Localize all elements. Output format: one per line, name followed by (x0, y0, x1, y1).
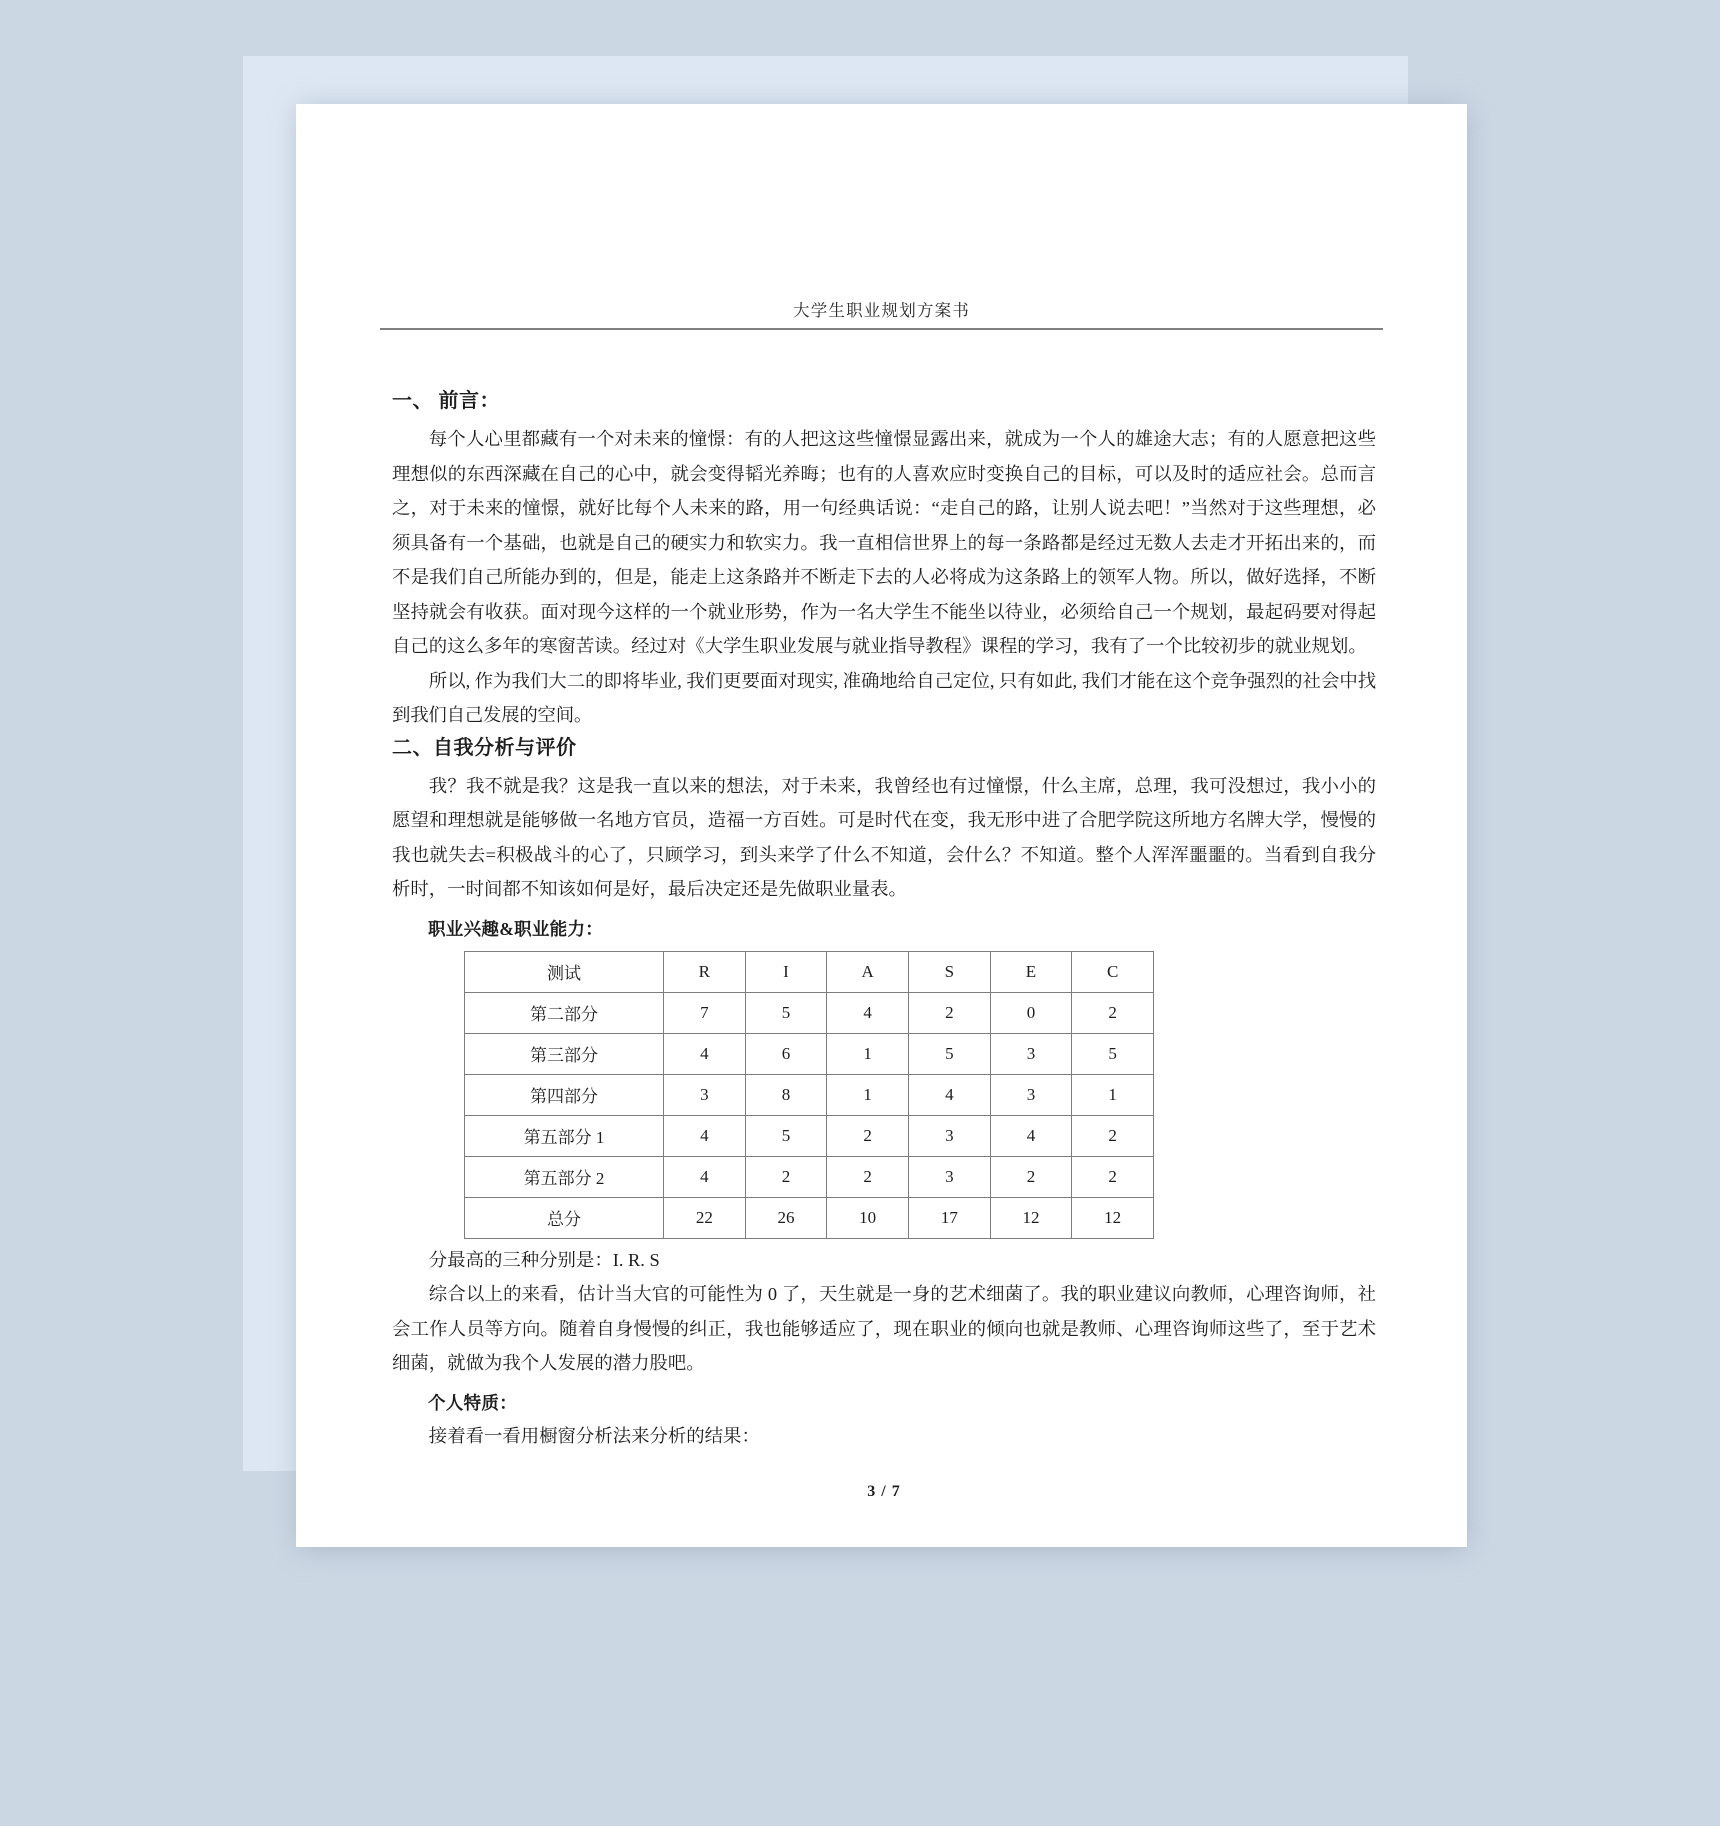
table-cell: 5 (745, 992, 827, 1033)
header-divider (380, 328, 1383, 330)
subheading-personal-traits: 个人特质： (428, 1392, 517, 1413)
table-header-cell: S (908, 951, 990, 992)
table-cell: 4 (664, 1156, 746, 1197)
section-heading-self-analysis: 二、自我分析与评价 (392, 736, 577, 759)
table-row-total (465, 1197, 1154, 1238)
document-body (392, 386, 1376, 1501)
table-header-cell: C (1072, 951, 1154, 992)
table-cell: 4 (664, 1033, 746, 1074)
table-row-label: 第五部分 1 (465, 1115, 664, 1156)
table-cell: 17 (908, 1197, 990, 1238)
table-header-cell: A (827, 951, 909, 992)
table-row-label: 总分 (465, 1197, 664, 1238)
table-cell: 12 (1072, 1197, 1154, 1238)
table-cell: 2 (908, 992, 990, 1033)
table-row (465, 992, 1154, 1033)
table-cell: 1 (827, 1033, 909, 1074)
table-row (465, 1033, 1154, 1074)
table-cell: 3 (990, 1074, 1072, 1115)
table-row-label: 第二部分 (465, 992, 664, 1033)
self-analysis-paragraph-1: 我？我不就是我？这是我一直以来的想法，对于未来，我曾经也有过憧憬，什么主席，总理，我可没想过，我小小的愿望和理想就是能够做一名地方官员，造福一方百姓。可是时代在变，我无形中进了合肥学院这所地方名牌大学，慢慢的我也就失去=积极战斗的心了，只顾学习，到头来学了什么不知道，会什么？不知道。整个人浑浑噩噩的。当看到自我分析时，一时间都不知该如何是好，最后决定还是先做职业量表。 (392, 775, 1376, 899)
table-cell: 1 (827, 1074, 909, 1115)
preface-paragraph-2: 所以, 作为我们大二的即将毕业, 我们更要面对现实, 准确地给自己定位, 只有如此, 我们才能在这个竞争强烈的社会中找到我们自己发展的空间。 (392, 670, 1376, 725)
table-row (465, 1074, 1154, 1115)
table-row-label: 第三部分 (465, 1033, 664, 1074)
career-score-table (464, 951, 1154, 1239)
page-content-frame (332, 134, 1431, 1523)
table-cell: 2 (1072, 1156, 1154, 1197)
table-cell: 2 (1072, 992, 1154, 1033)
table-cell: 5 (1072, 1033, 1154, 1074)
table-cell: 4 (664, 1115, 746, 1156)
table-cell: 2 (990, 1156, 1072, 1197)
table-cell: 6 (745, 1033, 827, 1074)
subheading-career-interest: 职业兴趣&职业能力： (428, 918, 604, 939)
table-cell: 2 (745, 1156, 827, 1197)
table-cell: 1 (1072, 1074, 1154, 1115)
table-cell: 0 (990, 992, 1072, 1033)
table-cell: 22 (664, 1197, 746, 1238)
table-cell: 12 (990, 1197, 1072, 1238)
document-header-title: 大学生职业规划方案书 (793, 301, 970, 320)
table-cell: 4 (827, 992, 909, 1033)
table-cell: 26 (745, 1197, 827, 1238)
table-cell: 5 (908, 1033, 990, 1074)
table-row-label: 第四部分 (465, 1074, 664, 1115)
window-method-text: 接着看一看用橱窗分析法来分析的结果： (428, 1425, 760, 1446)
table-cell: 2 (1072, 1115, 1154, 1156)
table-cell: 2 (827, 1156, 909, 1197)
section-heading-preface: 一、 前言： (392, 390, 500, 412)
table-cell: 4 (908, 1074, 990, 1115)
table-row (465, 1115, 1154, 1156)
preface-paragraph-1: 每个人心里都藏有一个对未来的憧憬：有的人把这这些憧憬显露出来，就成为一个人的雄途大志；有的人愿意把这些理想似的东西深藏在自己的心中，就会变得韬光养晦；也有的人喜欢应时变换自己的目标，可以及时的适应社会。总而言之，对于未来的憧憬，就好比每个人未来的路，用一句经典话说：“走自己的路，让别人说去吧！”当然对于这些理想，必须具备有一个基础，也就是自己的硬实力和软实力。我一直相信世界上的每一条路都是经过无数人去走才开拓出来的，而不是我们自己所能办到的，但是，能走上这条路并不断走下去的人必将成为这条路上的领军人物。所以，做好选择，不断坚持就会有收获。面对现今这样的一个就业形势，作为一名大学生不能坐以待业，必须给自己一个规划，最起码要对得起自己的这么多年的寒窗苦读。经过对《大学生职业发展与就业指导教程》课程的学习，我有了一个比较初步的就业规划。 (392, 429, 1376, 656)
table-cell: 3 (664, 1074, 746, 1115)
page-number: 3 / 7 (867, 1483, 901, 1500)
table-header-row (465, 951, 1154, 992)
table-cell: 2 (827, 1115, 909, 1156)
table-header-cell: 测试 (465, 951, 664, 992)
table-cell: 4 (990, 1115, 1072, 1156)
table-row (465, 1156, 1154, 1197)
table-cell: 5 (745, 1115, 827, 1156)
table-cell: 3 (908, 1115, 990, 1156)
table-header-cell: I (745, 951, 827, 992)
table-header-cell: R (664, 951, 746, 992)
table-cell: 3 (908, 1156, 990, 1197)
document-page (296, 104, 1467, 1547)
table-cell: 10 (827, 1197, 909, 1238)
table-header-cell: E (990, 951, 1072, 992)
analysis-paragraph: 综合以上的来看，估计当大官的可能性为 0 了，天生就是一身的艺术细菌了。我的职业建议向教师，心理咨询师，社会工作人员等方向。随着自身慢慢的纠正，我也能够适应了，现在职业的倾向也就是教师、心理咨询师这些了，至于艺术细菌，就做为我个人发展的潜力股吧。 (392, 1284, 1376, 1373)
table-cell: 3 (990, 1033, 1072, 1074)
table-row-label: 第五部分 2 (465, 1156, 664, 1197)
score-table-wrapper (464, 951, 1376, 1239)
top-three-types-text: 分最高的三种分别是：I. R. S (428, 1249, 660, 1270)
table-cell: 7 (664, 992, 746, 1033)
table-cell: 8 (745, 1074, 827, 1115)
